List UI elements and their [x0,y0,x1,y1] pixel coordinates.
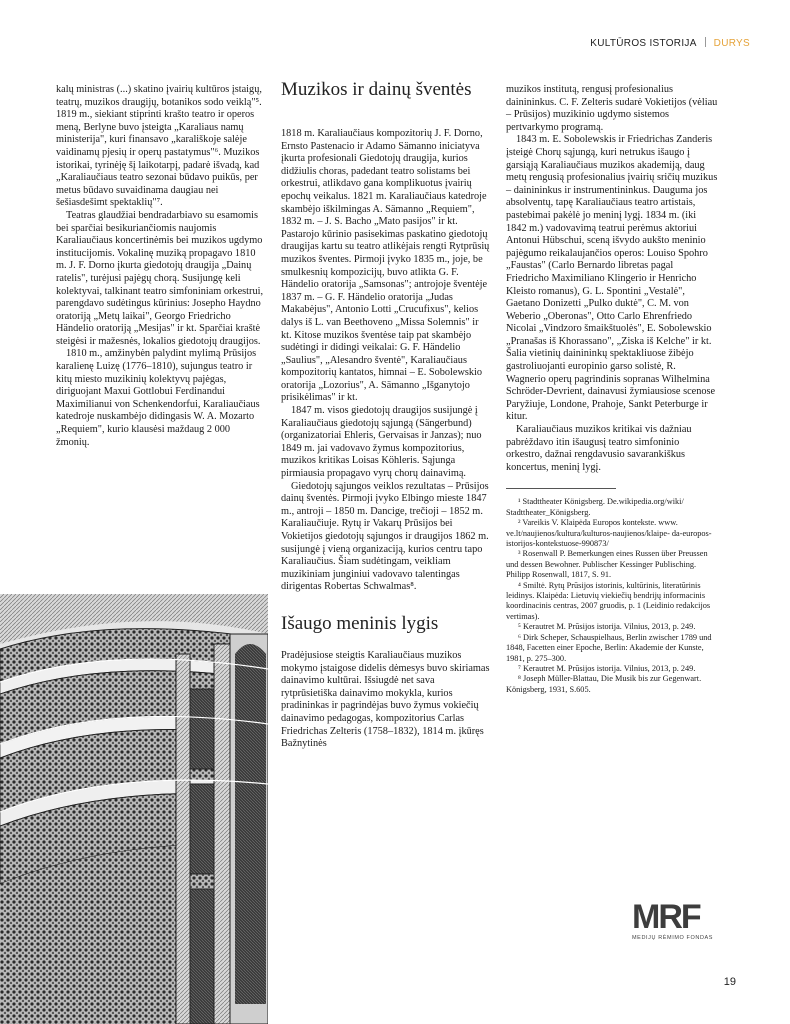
header-divider [705,37,706,47]
footnote: ⁶ Dirk Scheper, Schauspielhaus, Berlin zwischer 1789 und 1848, Facetten einer Epoche, Berlin: Akademie der Kunste, 1981, p. 275–300. [506,632,712,663]
section-heading: Muzikos ir dainų šventės [281,79,472,100]
paragraph: 1847 m. visos giedotojų draugijos susijungė į Karaliaučiaus giedotojų sąjungą (Sängerbund) (organizatoriai Ehleris, Gervaisas ir Janzas); nuo 1849 m. jai vadovavo žymus kompozitorius, muzikos kritikas Loisas Köhleris. Sąjunga pirmiausia propagavo vyrų chorų dainavimą. [281,405,482,480]
column-middle [281,78,490,751]
page-number: 19 [723,976,736,988]
footnote: ⁵ Kerautret M. Prūsijos istorija. Vilnius, 2013, p. 249. [518,622,696,632]
section-heading: Išaugo meninis lygis [281,612,439,634]
logo-subtitle: MEDIJŲ RĖMIMO FONDAS [632,935,714,941]
paragraph: Pradėjusiose steigtis Karaliaučiaus muzikos mokymo įstaigose didelis dėmesys buvo skiriamas dainavimo kultūrai. Išsiugdė net sava rytprūsietiška dainavimo mokykla, kurios pradininkas ir pagrindėjas buvo žymus vokiečių dainavimo pedagogas, kompozitorius Carlas Friedrichas Zelteris (1758–1832), 1814 m. įkūręs Bažnytinės [281,649,490,750]
paragraph: Karaliaučiaus muzikos kritikai vis dažniau pabrėždavo itin išaugusį teatro simfoninio orkestro, dažnai rengdavusio savarankiškus koncertus, meninį lygį. [506,424,692,473]
magazine-name: DURYS [713,38,750,49]
footnotes-rule [506,488,616,489]
paragraph: 1818 m. Karaliaučiaus kompozitorių J. F. Dorno, Ernsto Pastenacio ir Adamo Sämanno iniciatyva įkurta profesionali Giedotojų draugija, kurios didžiulis choras, padedant teatro solistams bei orkestrui, atlikdavo gana komplikuotus įvairių epochų veikalus. 1821 m. Karaliaučiaus katedroje skambėjo iškilmingas A. Sämanno „Requiem", 1832 m. – J. S. Bacho „Mato pasijos" ir kt. Pastarojo kūrinio pasisekimas paskatino giedotojų draugijas kartu su teatro atlikėjais rengti Rytprūsių muzikos šventes. Pirmoji įvyko 1835 m., joje, be smulkesnių kompozicijų, buvo atlikta G. F. Händelio oratorija „Samsonas"; antrojoje šventėje 1837 m. – G. F. Händelio oratorija „Judas Makabėjus", Antonio Lotti „Crucufixus", kelios dalys iš L. van Beethoveno „Missa Solemnis" ir kt. Kitose muzikos šventėse taip pat skambėjo sudėtingi ir didingi veikalai: G. F. Händelio „Saulius", „Alesandro šventė", Karaliaučiaus kompozitorių kantatos, himnai – E. Sobolewskio oratorija „Lozorius", A. Sämanno „Išganytojo prisikėlimas" ir kt. [281,128,490,404]
section-title: KULTŪROS ISTORIJA [590,38,697,49]
theater-interior-engraving-icon [0,594,268,1024]
running-header [590,37,750,49]
logo-mark: MRF [632,898,700,936]
footnote: ⁷ Kerautret M. Prūsijos istorija. Vilnius, 2013, p. 249. [518,663,696,673]
footnote: ³ Rosenwall P. Bemerkungen eines Russen über Preussen und dessen Bewohner. Publischer Kessinger Publisching. Philipp Rosenwall, 1817, S. 91. [506,549,708,580]
footnote: ⁸ Joseph Müller-Blattau, Die Musik bis zur Gegenwart. Königsberg, 1931, S.605. [506,674,702,694]
paragraph: Giedotojų sąjungos veiklos rezultatas – Prūsijos dainų šventės. Pirmoji įvyko Elbingo mieste 1847 m., antroji – 1850 m. Dancige, trečioji – 1852 m. Karaliaučiuje. Rytų ir Vakarų Prūsijos bei Vokietijos giedotojų sąjungos ir draugijos 1862 m. susijungė į vieną organizaciją, kurios centru tapo Karaliaučius. Šiam sudėtingam, veikliam muzikiniam junginiui vadovavo talentingas dirigentas Robertas Schwalmas⁸. [281,480,489,593]
footnote: ² Vareikis V. Klaipėda Europos kontekste. www. ve.lt/naujienos/kultura/kulturos-naujienos/klaipe- da-europos-istorijos-kontekstuose-990873/ [506,518,712,549]
paragraph: 1843 m. E. Sobolewskis ir Friedrichas Zanderis įsteigė Chorų sąjungą, kuri netrukus išaugo į garsiąją Karaliaučiaus muzikos akademiją, daug metų rengusią profesionalius įvairių sričių muzikus – dainininkus ir instrumentininkus. Dauguma jos absolventų, tapę Karaliaučiaus teatro artistais, pastebimai pakėlė jo meninį lygį. 1834 m. (iki 1842 m.) vadovavimą teatrui perėmus aktoriui Antonui Hübschui, sceną išvydo aukšto meninio pajėgumo reikalaujančios operos: Louiso Spohro „Faustas" (Carlo Bernardo libretas pagal Friedricho Maximiliano Klingerio ir Henricho Kleisto romanus), G. L. Spontini „Vestalė", Gaetano Donizetti „Pulko duktė", C. M. von Weberio „Oberonas", Otto Carlo Ehrenfriedo Nicolai „Vindzoro šmaikštuolės", E. Sobolewskio „Pranašas iš Khorassano", „Ziska iš Kelche" ir kt. Šalia vietinių dainininkų spektakliuose žibėjo gastroliuojanti europinio garso solistė, R. Wagnerio operų pagrindinis sopranas Wilhelmina Schröder-Devrient, dainavusi žymiausiose scenose Paryžiuje, Londone, Prahoje, Sankt Peterburge ir kitur. [506,134,718,423]
mrf-logo [632,900,722,941]
footnote: ⁴ Smiltė. Rytų Prūsijos istorinis, kultūrinis, literatūrinis leidinys. Klaipėda: Lietuvių viekiečių bendrijų informacinis koordinacinis centras, 2007 gruodis, p. 1 (Leidinio redakcijos vertimas). [506,580,711,621]
paragraph: muzikos institutą, rengusį profesionalius dainininkus. C. F. Zelteris sudarė Vokietijos (vėliau – Prūsijos) muzikinio ugdymo sistemos pertvarkymo programą. [506,84,718,133]
footnote: ¹ Stadttheater Königsberg. De.wikipedia.org/wiki/ Stadttheater_Königsberg. [506,497,684,517]
paragraph: kalų ministras (...) skatino įvairių kultūros įstaigų, teatrų, muzikos draugijų, botanikos sodo veiklą"⁵. 1819 m., siekiant stiprinti krašto teatro ir operos meną, Berlyne buvo įsteigta „Karaliaus namų ministerija", kuri finansavo „karališkoje salėje vaidinamų pjesių ir operų pastatymus"⁶. Muzikos istorikai, tyrinėję šį laikotarpį, padarė išvadą, kad „Karaliaučiaus teatro sezonai būdavo puikūs, per metus būdavo suvaidinama daugiau nei šešiasdešimt spektaklių"⁷. [56,84,262,209]
column-left [56,84,266,449]
paragraph: Teatras glaudžiai bendradarbiavo su esamomis bei sparčiai besikuriančiomis naujomis Karaliaučiaus koncertinėmis bei muzikos ugdymo institucijomis. Vokalinę muziką propagavo 1810 m. J. F. Dorno įkurta giedotojų draugija „Dainų ratelis", turėjusi pajėgų chorą. Susijungę keli kolektyvai, talkinant teatro simfoniniam orkestrui, parengdavo sudėtingus kūrinius: Josepho Haydno oratoriją „Metų laikai", Georgo Friedricho Händelio oratoriją „Mesijas" ir kt. Sparčiai kraštė steigėsi ir mažesnės, lokalios giedotojų draugijos. [56,209,264,347]
footnotes [506,497,718,695]
column-right [506,84,718,695]
paragraph: 1810 m., amžinybėn palydint mylimą Prūsijos karalienę Luizę (1776–1810), sujungus teatro ir kitų miesto muzikinių kolektyvų pajėgas, diriguojant Maxui Gottlobui Ferdinandui Maximilianui von Schenkendorfui, Karaliaučiaus katedroje nuskambėjo didingasis W. A. Mozarto „Requiem", kurio klausėsi maždaug 2 000 žmonių. [56,348,260,448]
